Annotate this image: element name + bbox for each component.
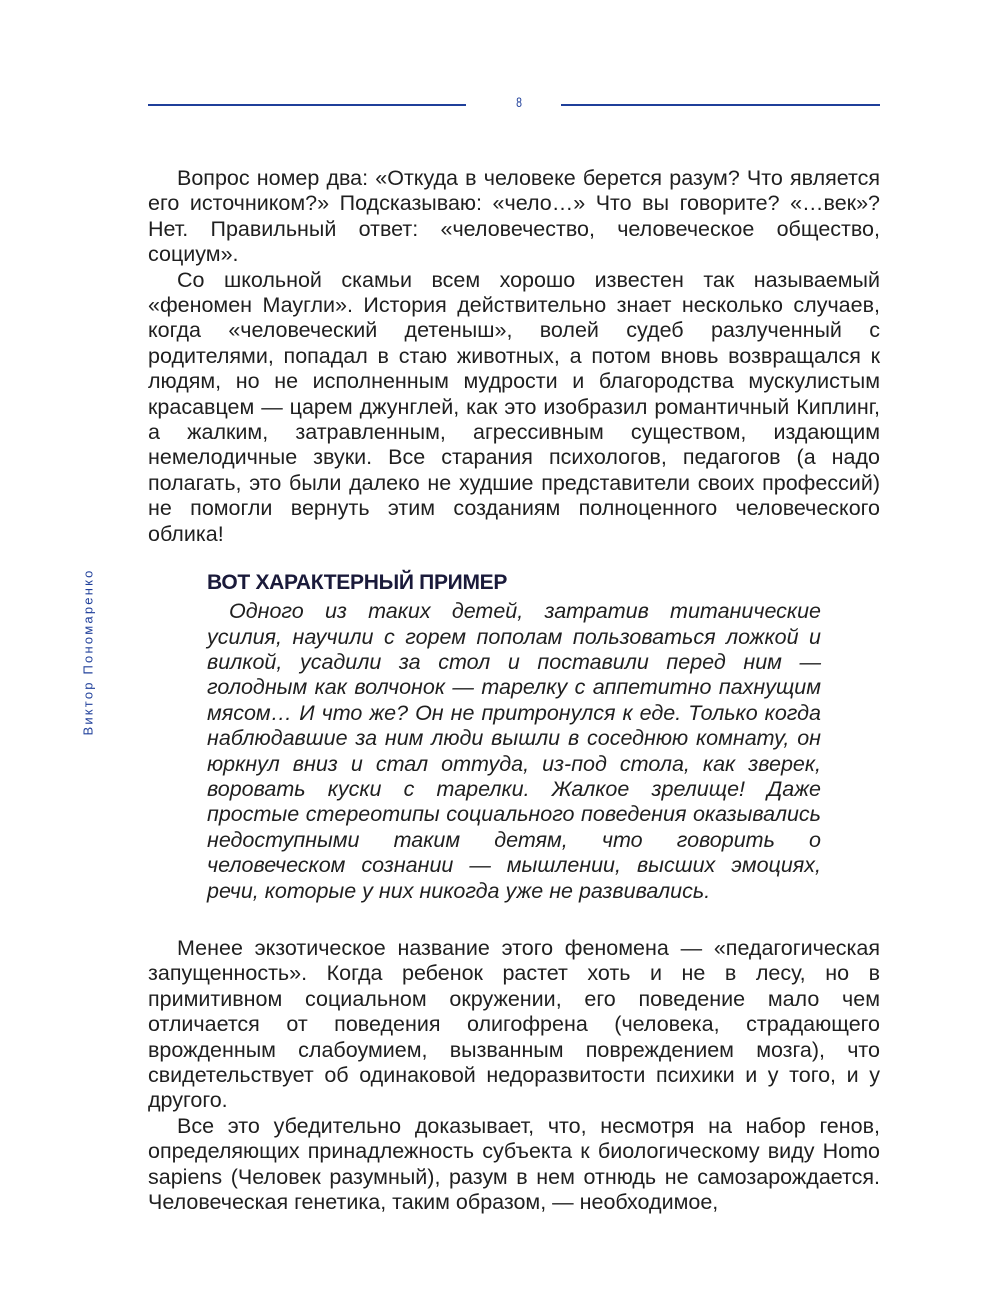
page-number: 8 [516,94,522,110]
paragraph: Менее экзотическое название этого феномена — «педагогическая запущенность». Когда ребенок растет хоть и не в лесу, но в примитивном социальном окружении, его поведение мало чем отличается от поведения олигофрена (человека, страдающего врожденным слабоумием, вызванным повреждением мозга), что свидетельствует об одинаковой недоразвитости психики и у того, и у другого. [148,935,880,1113]
section-gap [148,904,880,936]
example-box [207,570,821,904]
header-rule-right [561,104,880,106]
paragraph: Со школьной скамьи всем хорошо известен так называемый «феномен Маугли». История действительно знает несколько случаев, когда «человеческий детеныш», волей судеб разлученный с родителями, попадал в стаю животных, а потом вновь возвращался к людям, но не исполненным мудрости и благородства мускулистым красавцем — царем джунглей, как это изобразил романтичный Киплинг, а жалким, затравленным, агрессивным существом, издающим немелодичные звуки. Все старания психологов, педагогов (а надо полагать, это были далеко не худшие представители своих профессий) не помогли вернуть этим созданиям полноценного человеческого облика! [148,267,880,546]
running-author: Виктор Пономаренко [80,568,96,736]
paragraph: Вопрос номер два: «Откуда в человеке берется разум? Что является его источником?» Подсказываю: «чело…» Что вы говорите? «…век»? Нет. Правильный ответ: «человечество, человеческое общество, социум». [148,166,880,267]
example-text: Одного из таких детей, затратив титанические усилия, научили с горем пополам пользоваться ложкой и вилкой, усадили за стол и поставили перед ним — голодным как волчонок — тарелку с аппетитно пахнущим мясом… И что же? Он не притронулся к еде. Только когда наблюдавшие за ним люди вышли в соседнюю комнату, он юркнул вниз и стал оттуда, из-под стола, как зверек, воровать куски с тарелки. Жалкое зрелище! Даже простые стереотипы социального поведения оказывались недоступными таким детям, что говорить о человеческом сознании — мышлении, высших эмоциях, речи, которые у них никогда уже не развивались. [207,599,821,903]
example-title: ВОТ ХАРАКТЕРНЫЙ ПРИМЕР [207,571,508,595]
page-body [148,166,880,1215]
header-rule-left [148,104,466,106]
paragraph: Все это убедительно доказывает, что, несмотря на набор генов, определяющих принадлежность субъекта к биологическому виду Homo sapiens (Человек разумный), разум в нем отнюдь не самозарождается. Человеческая генетика, таким образом, — необходимое, [148,1113,880,1215]
